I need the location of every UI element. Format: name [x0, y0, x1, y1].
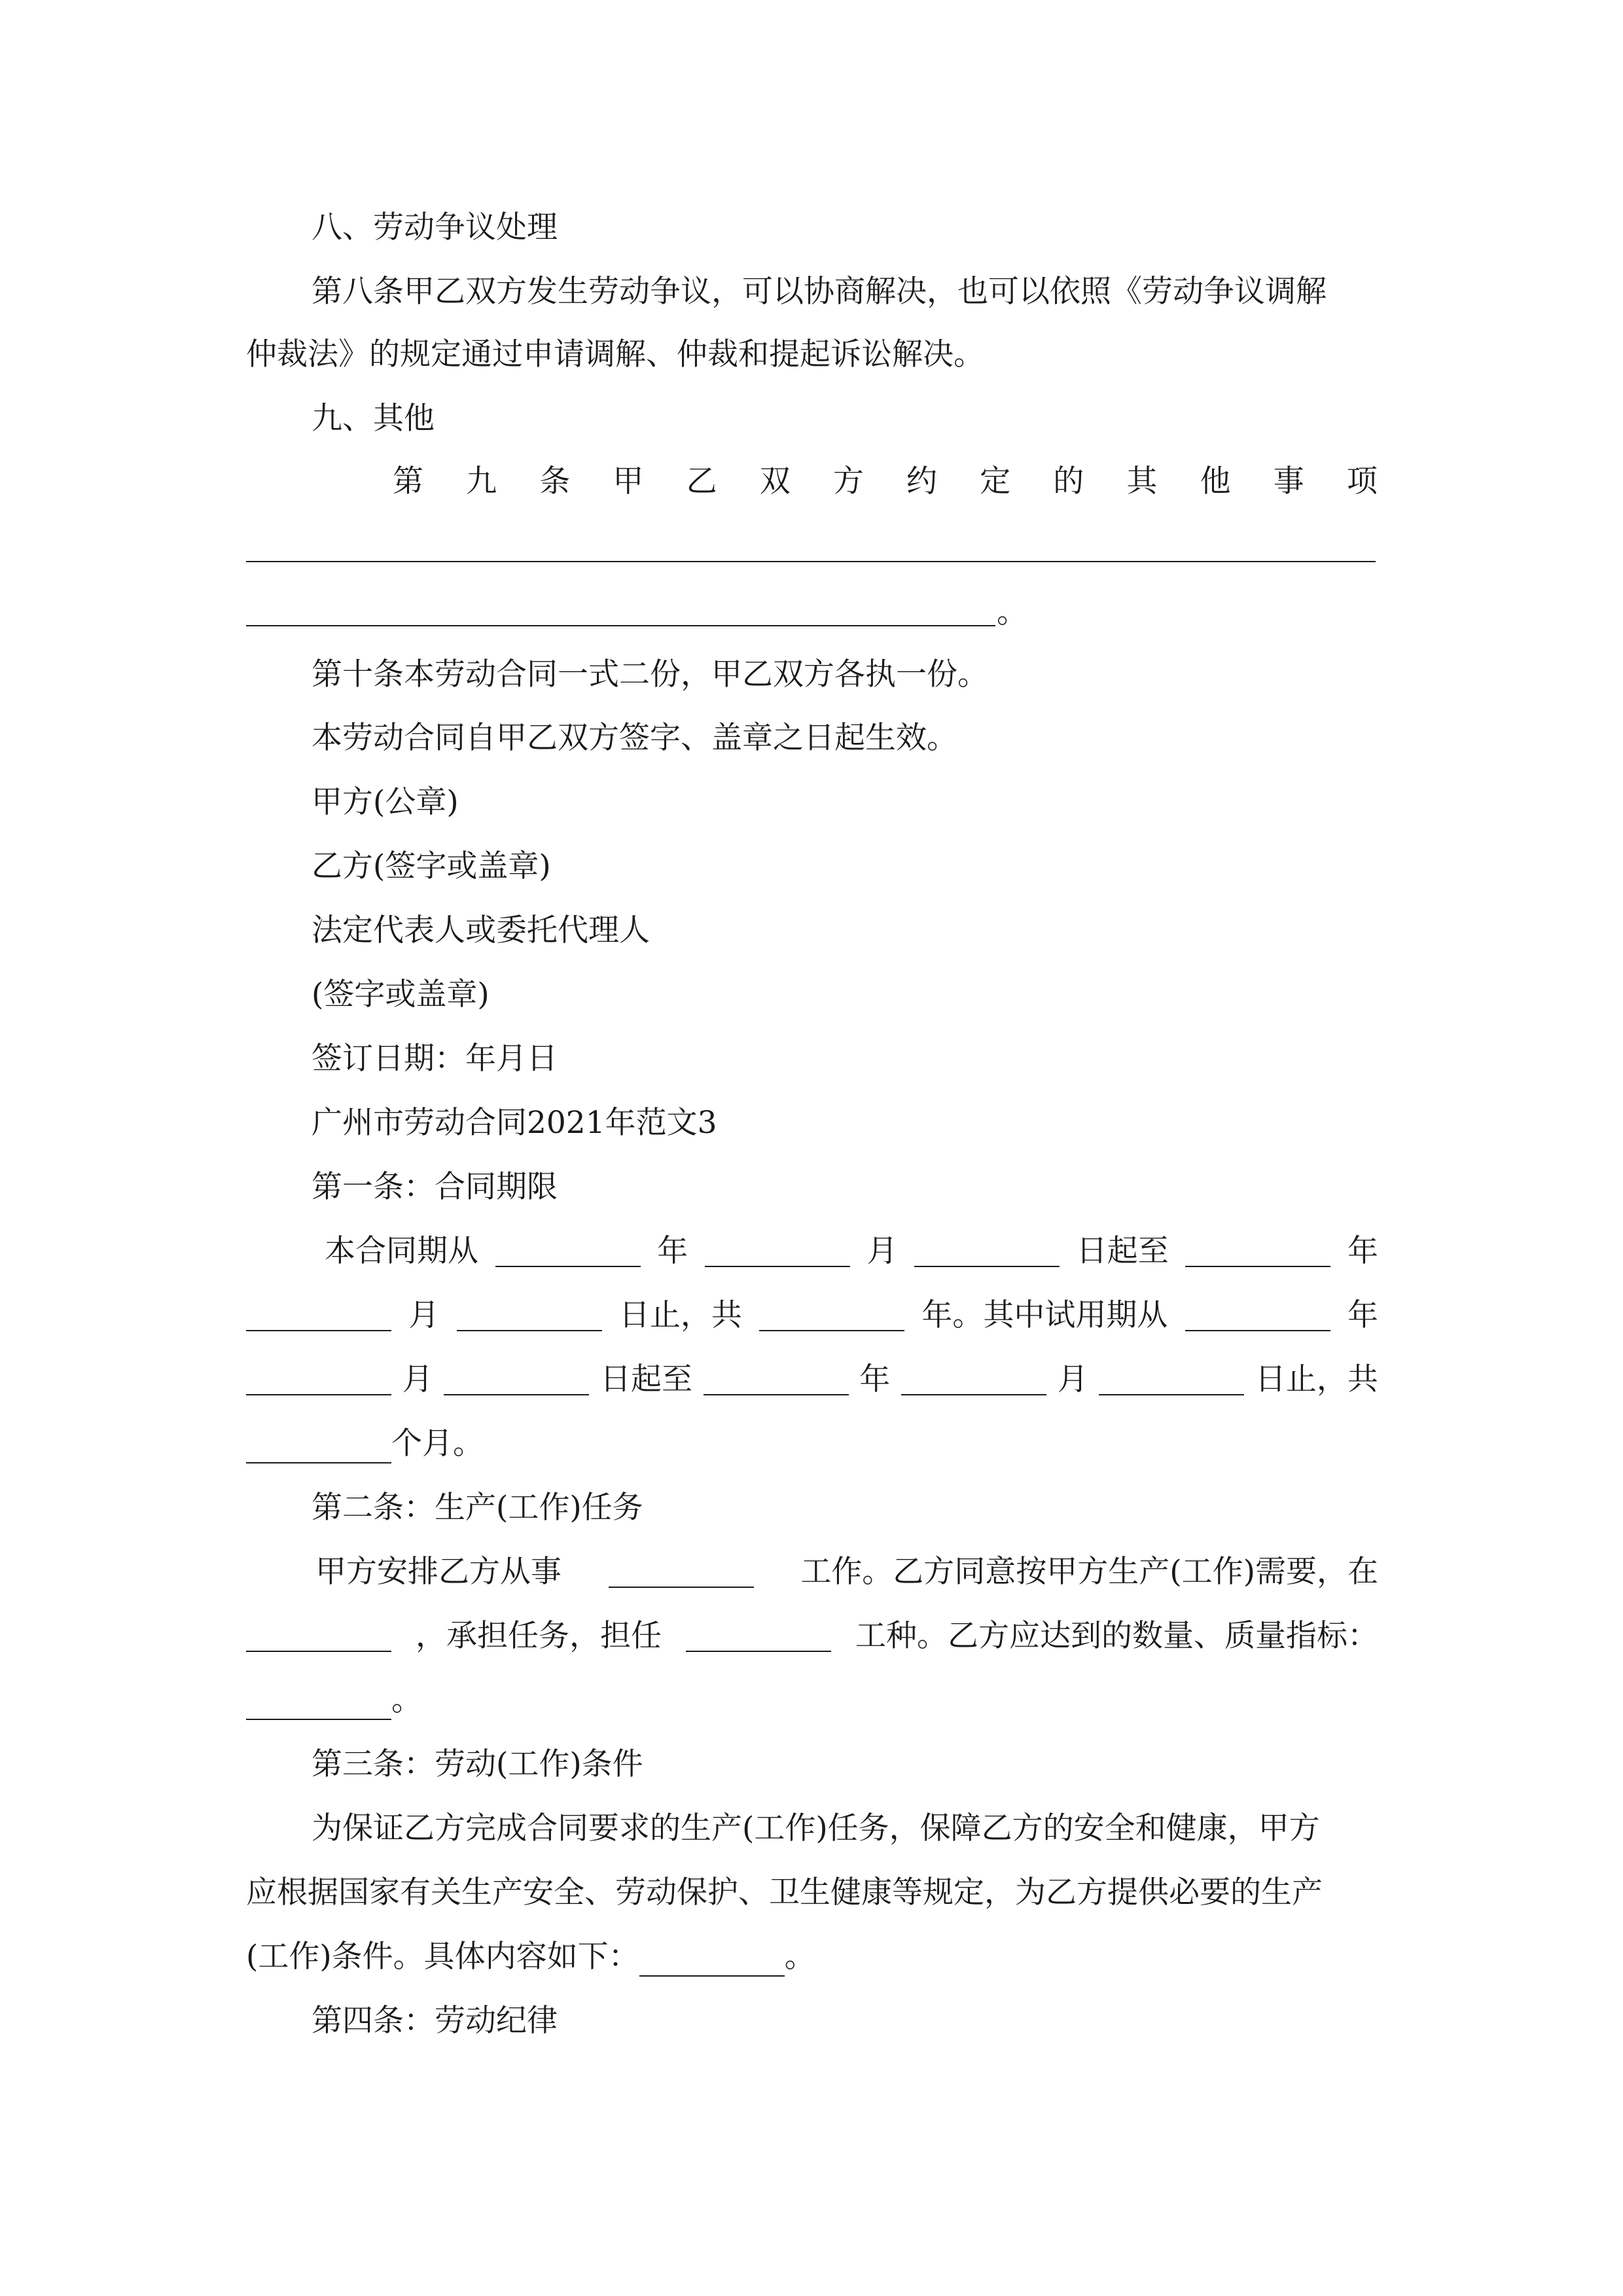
party-a-seal: 甲方(公章) [312, 784, 459, 820]
a1-l3-t3: 月 [1057, 1361, 1088, 1397]
a1-l3-t0: 月 [402, 1361, 433, 1397]
blank-end-month[interactable] [246, 1296, 391, 1331]
blank-conditions[interactable] [639, 1941, 785, 1977]
clause9-char: 第 [393, 463, 423, 499]
clause9-char: 乙 [686, 463, 717, 499]
clause9-char: 他 [1200, 463, 1231, 499]
clause10-text: 第十条本劳动合同一式二份，甲乙双方各执一份。 [312, 656, 988, 692]
clause9-blank-rule-1 [246, 561, 1376, 562]
article2-line1 [315, 1552, 1378, 1592]
a2-l1b: 工作。乙方同意按甲方生产(工作)需要，在 [800, 1554, 1378, 1590]
party-b-sign: 乙方(签字或盖章) [312, 848, 551, 884]
blank-start-month[interactable] [705, 1232, 850, 1267]
clause9-char: 方 [832, 463, 864, 499]
article4-heading: 第四条：劳动纪律 [312, 2003, 558, 2039]
a1-l2-t1: 日止，共 [618, 1297, 742, 1333]
a1-l1-t3: 日起至 [1076, 1233, 1169, 1269]
article3-line2: 应根据国家有关生产安全、劳动保护、卫生健康等规定，为乙方提供必要的生产 [246, 1874, 1323, 1910]
a1-l2-t0: 月 [408, 1297, 440, 1333]
clause9-char: 双 [759, 463, 791, 499]
article3-line3 [246, 1937, 1378, 1977]
blank-job-type[interactable] [609, 1552, 754, 1588]
section8-heading: 八、劳动争议处理 [312, 209, 558, 245]
a2-l2a: ，承担任务，担任 [416, 1618, 662, 1654]
a2-l3: 。 [391, 1682, 422, 1718]
a1-l3-t1: 日起至 [599, 1361, 692, 1397]
blank-trial-start-year[interactable] [1185, 1296, 1330, 1331]
section8-clause-line1: 第八条甲乙双方发生劳动争议，可以协商解决，也可以依照《劳动争议调解 [312, 274, 1327, 310]
clause9-char: 九 [466, 463, 497, 499]
article3-heading: 第三条：劳动(工作)条件 [312, 1746, 643, 1782]
blank-quality-indicators[interactable] [246, 1685, 391, 1720]
blank-trial-end-day[interactable] [1099, 1360, 1244, 1395]
clause9-char: 条 [539, 463, 571, 499]
rep-sign: (签字或盖章) [312, 977, 490, 1013]
a3-l3b: 。 [784, 1939, 815, 1975]
a1-l2-t3: 年 [1347, 1297, 1378, 1333]
article2-line2 [246, 1617, 1378, 1656]
blank-work-role[interactable] [686, 1617, 831, 1652]
blank-work-location[interactable] [246, 1617, 391, 1652]
article1-heading: 第一条：合同期限 [312, 1169, 558, 1205]
a3-l3a: (工作)条件。具体内容如下： [246, 1939, 639, 1975]
blank-trial-start-month[interactable] [246, 1360, 391, 1395]
article1-line4 [246, 1424, 1378, 1463]
effective-text: 本劳动合同自甲乙双方签字、盖章之日起生效。 [312, 720, 957, 756]
section9-heading: 九、其他 [312, 401, 435, 437]
clause9-char: 其 [1126, 463, 1158, 499]
contract3-title: 广州市劳动合同2021年范文3 [312, 1105, 717, 1141]
clause9-blank-rule-2 [246, 625, 995, 626]
a1-l1-t0: 本合同期从 [325, 1233, 478, 1269]
blank-trial-months[interactable] [246, 1428, 391, 1463]
article3-line1: 为保证乙方完成合同要求的生产(工作)任务，保障乙方的安全和健康，甲方 [312, 1810, 1320, 1846]
article2-line3 [246, 1681, 1378, 1720]
article1-line3 [246, 1360, 1378, 1399]
blank-start-day[interactable] [914, 1232, 1060, 1267]
legal-rep: 法定代表人或委托代理人 [312, 912, 650, 948]
sign-date: 签订日期：年月日 [312, 1041, 558, 1077]
blank-end-day[interactable] [457, 1296, 602, 1331]
blank-total-years[interactable] [759, 1296, 904, 1331]
article1-line2 [246, 1296, 1378, 1335]
section8-clause-line2: 仲裁法》的规定通过申请调解、仲裁和提起诉讼解决。 [246, 336, 984, 372]
blank-end-year[interactable] [1185, 1232, 1330, 1267]
clause9-char: 项 [1346, 463, 1378, 499]
a1-l1-t2: 月 [866, 1233, 898, 1269]
a1-l1-t4: 年 [1347, 1233, 1378, 1269]
blank-trial-end-month[interactable] [901, 1360, 1046, 1395]
clause9-char: 事 [1273, 463, 1304, 499]
a2-l2b: 工种。乙方应达到的数量、质量指标： [855, 1618, 1378, 1654]
a1-l4-text: 个月。 [391, 1426, 484, 1462]
blank-trial-start-day[interactable] [444, 1360, 589, 1395]
clause9-char: 甲 [613, 463, 644, 499]
clause9-end-punct: 。 [997, 594, 1027, 630]
clause9-spread-line [393, 462, 1378, 501]
article1-line1 [325, 1232, 1378, 1271]
blank-start-year[interactable] [495, 1232, 641, 1267]
clause9-char: 定 [980, 463, 1011, 499]
a1-l1-t1: 年 [657, 1233, 688, 1269]
a2-l1a: 甲方安排乙方从事 [315, 1554, 562, 1590]
clause9-char: 约 [906, 463, 937, 499]
a1-l3-t2: 年 [859, 1361, 891, 1397]
clause9-char: 的 [1053, 463, 1084, 499]
article2-heading: 第二条：生产(工作)任务 [312, 1490, 643, 1526]
blank-trial-end-year[interactable] [704, 1360, 849, 1395]
a1-l2-t2: 年。其中试用期从 [921, 1297, 1168, 1333]
a1-l3-t4: 日止，共 [1255, 1361, 1378, 1397]
